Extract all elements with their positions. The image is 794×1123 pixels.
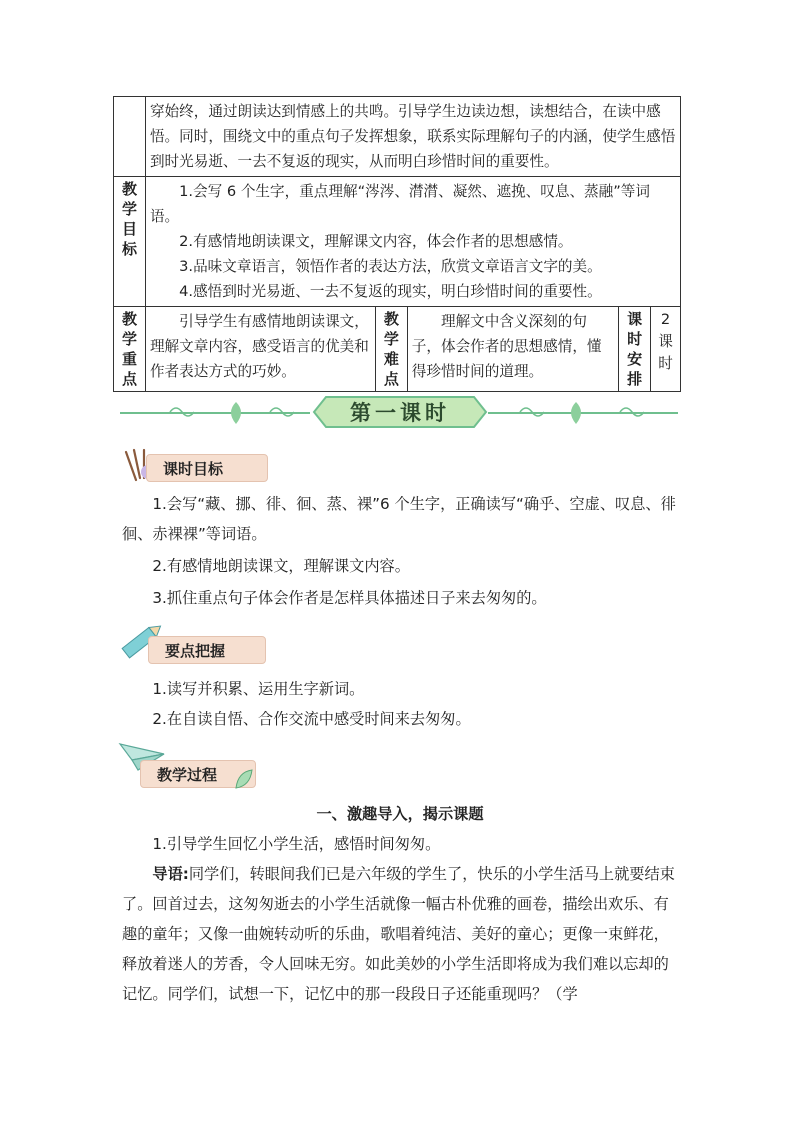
process-step: 1.引导学生回忆小学生活，感悟时间匆匆。 bbox=[152, 835, 441, 853]
label-char: 学 bbox=[121, 330, 137, 348]
table-row bbox=[114, 307, 681, 392]
difficulty-text: 理解文中含义深刻的句子，体会作者的思想感情，懂得珍惜时间的道理。 bbox=[411, 313, 602, 380]
lead-label: 导语: bbox=[152, 865, 189, 883]
label-char: 学 bbox=[383, 330, 399, 348]
process-heading: 一、激趣导入，揭示课题 bbox=[316, 805, 484, 823]
leaf-icon bbox=[232, 766, 256, 792]
label-char: 学 bbox=[121, 200, 137, 218]
label-char: 教 bbox=[121, 310, 137, 328]
goal-item: 1.会写 6 个生字，重点理解“涔涔、潸潸、凝然、遮挽、叹息、蒸融”等词语。 bbox=[149, 183, 650, 225]
time-char: 2 bbox=[660, 311, 671, 328]
label-char: 重 bbox=[121, 350, 137, 368]
list-item: 3.抓住重点句子体会作者是怎样具体描述日子来去匆匆的。 bbox=[152, 589, 547, 607]
label-char: 教 bbox=[121, 180, 137, 198]
label-char: 教 bbox=[383, 310, 399, 328]
time-label bbox=[619, 307, 651, 392]
label-char: 点 bbox=[383, 370, 399, 388]
key-text-cell bbox=[145, 307, 375, 392]
banner-box bbox=[312, 395, 488, 429]
method-text-cell bbox=[145, 97, 680, 177]
goals-list bbox=[122, 489, 678, 613]
key-points-list bbox=[122, 674, 678, 734]
lead-text: 同学们，转眼间我们已是六年级的学生了，快乐的小学生活马上就要结束了。回首过去，这匆匆逝去的小学生活就像一幅古朴优雅的画卷，描绘出欢乐、有趣的童年；又像一曲婉转动听的乐曲，歌唱着纯洁、美好的童心；更像一束鲜花，释放着迷人的芳香，令人回味无穷。如此美妙的小学生活即将成为我们难以忘却的记忆。同学们，试想一下，记忆中的那一段段日子还能重现吗？（学 bbox=[122, 865, 675, 1003]
label-char: 时 bbox=[627, 330, 643, 348]
section-tag-goals bbox=[146, 454, 268, 482]
label-char: 点 bbox=[121, 370, 137, 388]
list-item: 2.有感情地朗读课文，理解课文内容。 bbox=[152, 557, 410, 575]
section-tag-key-points bbox=[148, 636, 266, 664]
section-tag-label: 课时目标 bbox=[163, 459, 224, 478]
section-tag-label: 要点把握 bbox=[165, 641, 226, 660]
section-tag-label: 教学过程 bbox=[157, 765, 218, 784]
table-row bbox=[114, 177, 681, 307]
goal-cell bbox=[145, 177, 680, 307]
difficulty-text-cell bbox=[407, 307, 618, 392]
label-char: 课 bbox=[627, 310, 643, 328]
time-value-cell bbox=[651, 307, 681, 392]
list-item: 1.会写“藏、挪、徘、徊、蒸、裸”6 个生字，正确读写“确乎、空虚、叹息、徘徊、赤裸裸”等词语。 bbox=[122, 495, 676, 543]
method-text: 穿始终，通过朗读达到情感上的共鸣。引导学生边读边想，读想结合，在读中感悟。同时，围绕文中的重点句子发挥想象，联系实际理解句子的内涵，使学生感悟到时光易逝、一去不复返的现实，从而明白珍惜时间的重要性。 bbox=[149, 103, 676, 170]
goal-item: 2.有感情地朗读课文，理解课文内容，体会作者的思想感情。 bbox=[179, 233, 573, 250]
goal-item: 3.品味文章语言，领悟作者的表达方法，欣赏文章语言文字的美。 bbox=[179, 258, 602, 275]
key-label bbox=[114, 307, 146, 392]
key-text: 引导学生有感情地朗读课文，理解文章内容，感受语言的优美和作者表达方式的巧妙。 bbox=[149, 313, 369, 380]
label-char: 安 bbox=[627, 350, 643, 368]
process-body bbox=[122, 829, 678, 1009]
list-item: 2.在自读自悟、合作交流中感受时间来去匆匆。 bbox=[152, 710, 471, 728]
list-item: 1.读写并积累、运用生字新词。 bbox=[152, 680, 365, 698]
difficulty-label bbox=[375, 307, 407, 392]
lesson-title: 第一课时 bbox=[350, 401, 450, 425]
label-char: 难 bbox=[383, 350, 399, 368]
goal-label bbox=[114, 177, 146, 307]
lesson-plan-table bbox=[113, 96, 681, 392]
empty-side-cell bbox=[114, 97, 146, 177]
label-char: 目 bbox=[121, 220, 137, 238]
label-char: 排 bbox=[627, 370, 643, 388]
time-char: 课 bbox=[658, 333, 673, 350]
lead-paragraph bbox=[122, 859, 678, 1009]
label-char: 标 bbox=[121, 240, 137, 258]
table-row bbox=[114, 97, 681, 177]
goal-item: 4.感悟到时光易逝、一去不复返的现实，明白珍惜时间的重要性。 bbox=[179, 283, 602, 300]
time-char: 时 bbox=[658, 355, 673, 372]
